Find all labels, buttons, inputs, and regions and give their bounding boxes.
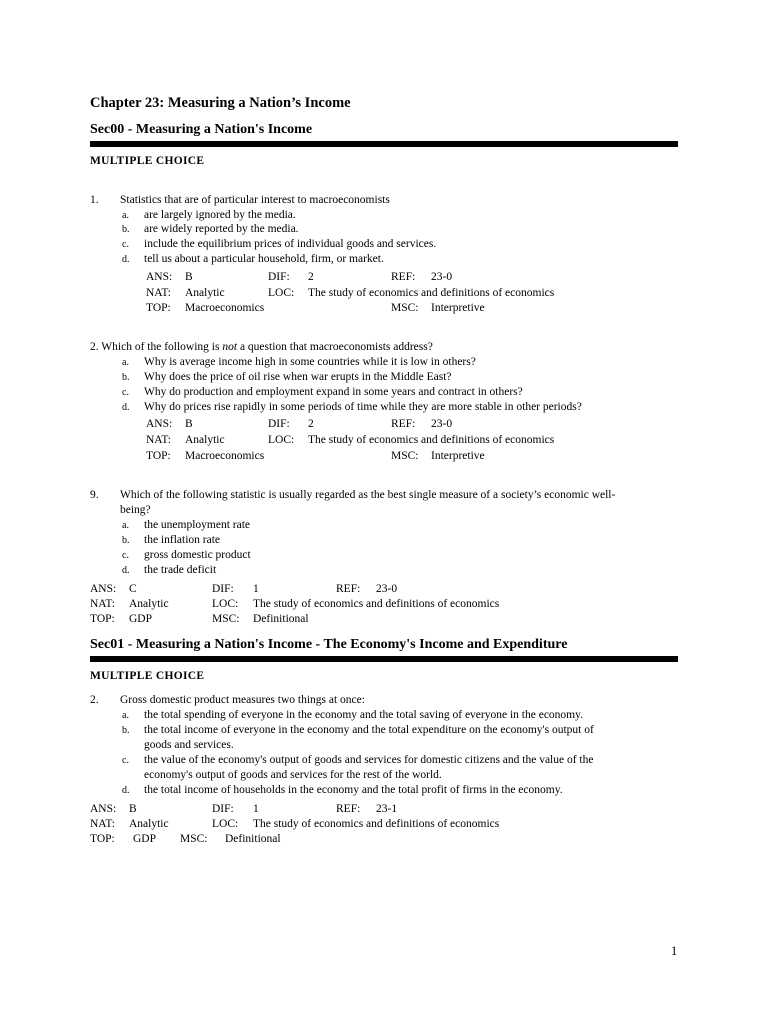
option-text: gross domestic product [144, 549, 251, 561]
option-letter: b. [122, 372, 130, 383]
msc-label: MSC: [391, 450, 419, 462]
ans-label: ANS: [90, 803, 117, 815]
question-line [90, 341, 433, 353]
msc-label: MSC: [212, 613, 240, 625]
option-letter: a. [122, 357, 129, 368]
ref-label: REF: [336, 803, 361, 815]
loc-value: The study of economics and definitions of economics [308, 287, 555, 299]
page-number: 1 [671, 944, 678, 958]
ref-value: 23-1 [376, 803, 398, 815]
dif-value: 1 [253, 583, 259, 595]
option-a [122, 709, 583, 721]
ans-label: ANS: [146, 418, 173, 430]
top-label: TOP: [90, 613, 115, 625]
option-a [122, 356, 476, 368]
ans-value: B [129, 803, 137, 815]
question-number: 2. [90, 341, 99, 353]
option-text: the total income of everyone in the economy and the total expenditure on the economy's output of [144, 724, 594, 736]
option-c [122, 238, 436, 250]
question-text: a question that macroeconomists address? [237, 341, 433, 353]
loc-label: LOC: [212, 818, 239, 830]
nat-label: NAT: [90, 818, 115, 830]
option-letter: d. [122, 402, 130, 413]
option-letter: c. [122, 755, 129, 766]
question-text: Which of the following statistic is usually regarded as the best single measure of a society’s economic well- [120, 489, 616, 501]
option-letter: d. [122, 565, 130, 576]
option-letter: a. [122, 210, 129, 221]
msc-value: Interpretive [431, 450, 485, 462]
option-letter: b. [122, 224, 130, 235]
msc-value: Definitional [253, 613, 309, 625]
nat-label: NAT: [146, 434, 171, 446]
option-text: Why does the price of oil rise when war erupts in the Middle East? [144, 371, 452, 383]
loc-label: LOC: [268, 434, 295, 446]
dif-value: 2 [308, 418, 314, 430]
option-letter: d. [122, 254, 130, 265]
option-text: Why do production and employment expand in some years and contract in others? [144, 386, 523, 398]
loc-value: The study of economics and definitions of economics [308, 434, 555, 446]
nat-value: Analytic [129, 818, 169, 830]
option-c [122, 386, 523, 398]
option-b-continued: goods and services. [144, 739, 234, 751]
nat-label: NAT: [146, 287, 171, 299]
option-text: Why do prices rise rapidly in some periods of time while they are more stable in other periods? [144, 401, 582, 413]
dif-label: DIF: [268, 271, 290, 283]
option-letter: c. [122, 239, 129, 250]
ref-value: 23-0 [431, 271, 453, 283]
option-d [122, 784, 563, 796]
question-text: Gross domestic product measures two things at once: [120, 694, 365, 706]
loc-label: LOC: [212, 598, 239, 610]
nat-value: Analytic [185, 434, 225, 446]
ans-value: B [185, 418, 193, 430]
top-label: TOP: [146, 450, 171, 462]
ans-label: ANS: [90, 583, 117, 595]
option-letter: d. [122, 785, 130, 796]
chapter-title: Chapter 23: Measuring a Nation’s Income [90, 95, 351, 111]
option-c-continued: economy's output of goods and services for the rest of the world. [144, 769, 442, 781]
top-value: GDP [133, 833, 157, 845]
option-text: the value of the economy's output of goods and services for domestic citizens and the value of the [144, 754, 594, 766]
ref-label: REF: [391, 271, 416, 283]
option-b [122, 724, 594, 736]
ref-value: 23-0 [376, 583, 398, 595]
option-text: are largely ignored by the media. [144, 209, 296, 221]
nat-value: Analytic [129, 598, 169, 610]
question-text: Statistics that are of particular interest to macroeconomists [120, 194, 390, 206]
section-heading: MULTIPLE CHOICE [90, 670, 205, 682]
question-number: 9. [90, 489, 99, 501]
option-c [122, 754, 593, 766]
option-text: Why is average income high in some countries while it is low in others? [144, 356, 476, 368]
section-rule [90, 141, 678, 147]
question-text-continued: being? [120, 504, 151, 516]
ans-value: C [129, 583, 137, 595]
option-text: the inflation rate [144, 534, 220, 546]
dif-label: DIF: [212, 583, 234, 595]
option-text: include the equilibrium prices of individual goods and services. [144, 238, 437, 250]
msc-label: MSC: [391, 302, 419, 314]
nat-label: NAT: [90, 598, 115, 610]
question-text: Which of the following is [101, 341, 223, 353]
option-letter: a. [122, 710, 129, 721]
loc-value: The study of economics and definitions of economics [253, 598, 500, 610]
ref-value: 23-0 [431, 418, 453, 430]
option-d [122, 253, 384, 265]
option-text: the total income of households in the economy and the total profit of firms in the economy. [144, 784, 563, 796]
option-a [122, 519, 250, 531]
msc-label: MSC: [180, 833, 208, 845]
ans-label: ANS: [146, 271, 173, 283]
dif-value: 1 [253, 803, 259, 815]
option-letter: a. [122, 520, 129, 531]
section-heading: MULTIPLE CHOICE [90, 155, 205, 167]
top-label: TOP: [90, 833, 115, 845]
loc-label: LOC: [268, 287, 295, 299]
option-b [122, 223, 299, 235]
msc-value: Definitional [225, 833, 281, 845]
option-b [122, 534, 220, 546]
option-a [122, 209, 296, 221]
dif-label: DIF: [268, 418, 290, 430]
nat-value: Analytic [185, 287, 225, 299]
option-letter: b. [122, 725, 130, 736]
option-text: the total spending of everyone in the economy and the total saving of everyone in the economy. [144, 709, 583, 721]
question-emphasis: not [222, 341, 238, 353]
option-text: are widely reported by the media. [144, 223, 299, 235]
section-title: Sec01 - Measuring a Nation's Income - The Economy's Income and Expenditure [90, 637, 568, 652]
option-letter: b. [122, 535, 130, 546]
question-number: 2. [90, 694, 99, 706]
dif-label: DIF: [212, 803, 234, 815]
dif-value: 2 [308, 271, 314, 283]
question-number: 1. [90, 194, 99, 206]
top-label: TOP: [146, 302, 171, 314]
option-d [122, 564, 216, 576]
option-d [122, 401, 582, 413]
option-letter: c. [122, 387, 129, 398]
ref-label: REF: [336, 583, 361, 595]
ref-label: REF: [391, 418, 416, 430]
top-value: GDP [129, 613, 153, 625]
option-text: the trade deficit [144, 564, 217, 576]
msc-value: Interpretive [431, 302, 485, 314]
top-value: Macroeconomics [185, 450, 265, 462]
loc-value: The study of economics and definitions of economics [253, 818, 500, 830]
option-letter: c. [122, 550, 129, 561]
option-text: the unemployment rate [144, 519, 251, 531]
top-value: Macroeconomics [185, 302, 265, 314]
section-title: Sec00 - Measuring a Nation's Income [90, 122, 313, 137]
section-rule [90, 656, 678, 662]
option-c [122, 549, 251, 561]
ans-value: B [185, 271, 193, 283]
option-b [122, 371, 452, 383]
option-text: tell us about a particular household, firm, or market. [144, 253, 384, 265]
